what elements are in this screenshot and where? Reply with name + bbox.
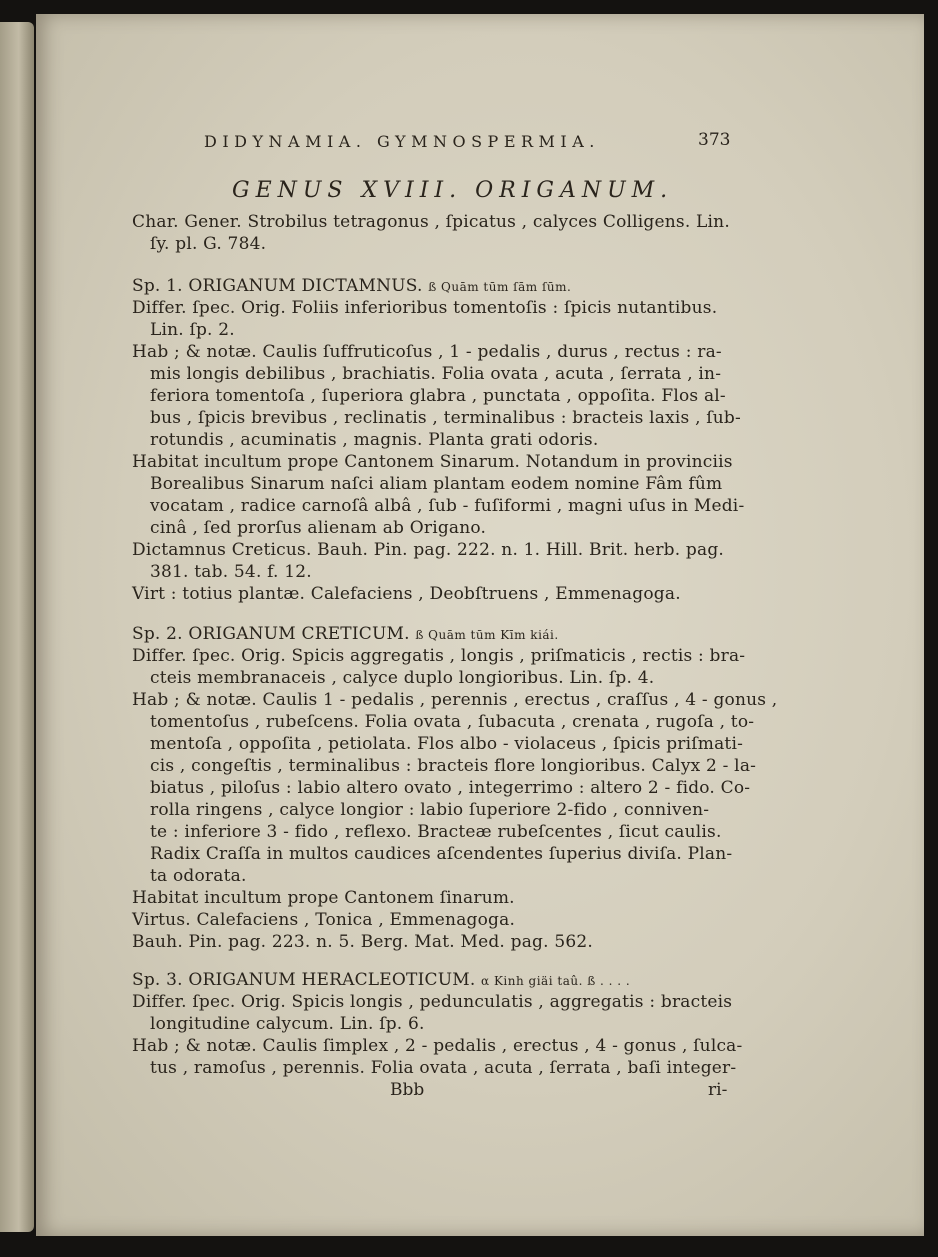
text-line: feriora tomentoſa , ſuperiora glabra , punctata , oppoſita. Flos al- (150, 386, 726, 406)
page-number: 373 (698, 130, 731, 150)
species-heading: Sp. 3. ORIGANUM HERACLEOTICUM. α Kinh giäi taû. ß . . . . (132, 970, 631, 990)
text-line: Hab ; & notæ. Caulis ſuffruticoſus , 1 - pedalis , durus , rectus : ra- (132, 342, 722, 362)
signature-mark: Bbb (390, 1080, 425, 1100)
catchword: ri- (708, 1080, 728, 1100)
text-line: rolla ringens , calyce longior : labio ſuperiore 2-fido , conniven- (150, 800, 710, 820)
text-line: Bauh. Pin. pag. 223. n. 5. Berg. Mat. Med. pag. 562. (132, 932, 593, 952)
text-line: cinâ , ſed prorſus alienam ab Origano. (150, 518, 487, 538)
text-line: ſy. pl. G. 784. (150, 234, 267, 254)
text-line: vocatam , radice carnoſâ albâ , ſub - fuſiformi , magni uſus in Medi- (150, 496, 745, 516)
text-line: longitudine calycum. Lin. ſp. 6. (150, 1014, 425, 1034)
vernacular-note: ß Quām tūm Kīm kiái. (415, 628, 559, 642)
text-line: Char. Gener. Strobilus tetragonus , ſpicatus , calyces Colligens. Lin. (132, 212, 730, 232)
running-head: DIDYNAMIA. GYMNOSPERMIA. (204, 132, 600, 151)
text-line: te : inferiore 3 - fido , reflexo. Bracteæ rubeſcentes , ſicut caulis. (150, 822, 722, 842)
vernacular-note: ß Quām tūm ſām ſūm. (428, 280, 572, 294)
text-line: Hab ; & notæ. Caulis ſimplex , 2 - pedalis , erectus , 4 - gonus , ſulca- (132, 1036, 743, 1056)
text-line: Dictamnus Creticus. Bauh. Pin. pag. 222. n. 1. Hill. Brit. herb. pag. (132, 540, 725, 560)
text-line: cteis membranaceis , calyce duplo longioribus. Lin. ſp. 4. (150, 668, 655, 688)
text-line: Differ. ſpec. Orig. Foliis inferioribus tomentoſis : ſpicis nutantibus. (132, 298, 718, 318)
facing-page-edge (0, 22, 34, 1232)
text-line: ta odorata. (150, 866, 247, 886)
text-line: tus , ramoſus , perennis. Folia ovata , acuta , ſerrata , baſi integer- (150, 1058, 737, 1078)
text-line: Differ. ſpec. Orig. Spicis longis , pedunculatis , aggregatis : bracteis (132, 992, 733, 1012)
text-line: Differ. ſpec. Orig. Spicis aggregatis , longis , priſmaticis , rectis : bra- (132, 646, 746, 666)
genus-title: GENUS XVIII. ORIGANUM. (232, 178, 674, 203)
text-line: bus , ſpicis brevibus , reclinatis , terminalibus : bracteis laxis , ſub- (150, 408, 741, 428)
text-line: cis , congeſtis , terminalibus : bracteis flore longioribus. Calyx 2 - la- (150, 756, 757, 776)
text-line: Hab ; & notæ. Caulis 1 - pedalis , perennis , erectus , craſſus , 4 - gonus , (132, 690, 778, 710)
text-line: mentoſa , oppoſita , petiolata. Flos albo - violaceus , ſpicis priſmati- (150, 734, 744, 754)
text-line: 381. tab. 54. f. 12. (150, 562, 312, 582)
text-line: Borealibus Sinarum naſci aliam plantam eodem nomine Fâm fûm (150, 474, 723, 494)
species-heading: Sp. 2. ORIGANUM CRETICUM. ß Quām tūm Kīm kiái. (132, 624, 559, 644)
text-line: rotundis , acuminatis , magnis. Planta grati odoris. (150, 430, 599, 450)
text-line: Habitat incultum prope Cantonem ſinarum. (132, 888, 515, 908)
vernacular-note: α Kinh giäi taû. ß . . . . (481, 974, 631, 988)
text-line: Virtus. Calefaciens , Tonica , Emmenagoga. (132, 910, 516, 930)
text-line: biatus , piloſus : labio altero ovato , integerrimo : altero 2 - fido. Co- (150, 778, 751, 798)
text-line: mis longis debilibus , brachiatis. Folia ovata , acuta , ſerrata , in- (150, 364, 722, 384)
text-line: Habitat incultum prope Cantonem Sinarum. Notandum in provinciis (132, 452, 733, 472)
text-line: Radix Craſſa in multos caudices aſcendentes ſuperius diviſa. Plan- (150, 844, 733, 864)
text-line: Lin. ſp. 2. (150, 320, 235, 340)
species-heading: Sp. 1. ORIGANUM DICTAMNUS. ß Quām tūm ſām ſūm. (132, 276, 572, 296)
text-line: tomentoſus , rubeſcens. Folia ovata , ſubacuta , crenata , rugoſa , to- (150, 712, 755, 732)
text-line: Virt : totius plantæ. Calefaciens , Deobſtruens , Emmenagoga. (132, 584, 681, 604)
